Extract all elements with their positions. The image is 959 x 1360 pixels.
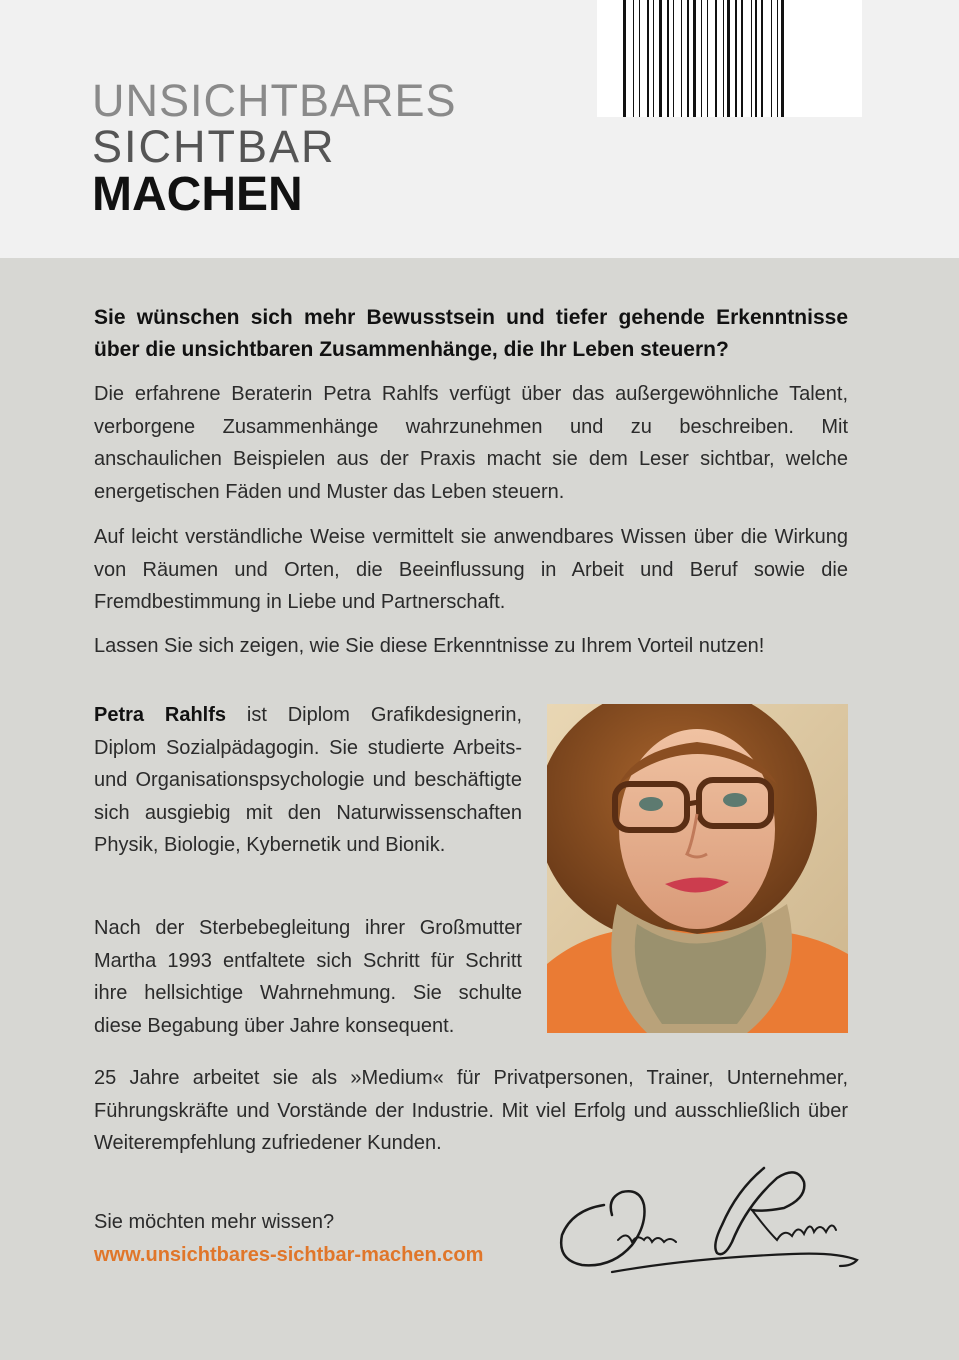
- author-portrait: [547, 704, 848, 1033]
- description-paragraph-1: Die erfahrene Beraterin Petra Rahlfs verfügt über das außergewöhnliche Talent, verborgene Zusammenhänge wahrzunehmen und zu beschreiben. Mit anschaulichen Beispielen aus der Praxis macht sie dem Leser sichtbar, welche energetischen Fäden und Muster das Leben steuern.: [94, 383, 848, 503]
- barcode: [597, 0, 862, 117]
- title-line-2: SICHTBAR: [92, 121, 336, 172]
- website-link[interactable]: www.unsichtbares-sichtbar-machen.com: [94, 1244, 484, 1266]
- author-bio-intro-text: ist Diplom Grafikdesignerin, Diplom Sozialpädagogin. Sie studierte Arbeits- und Organisationspsychologie und beschäftigte sich ausgiebig mit den Naturwissenschaften Physik, Biologie, Kybernetik und Bionik.: [94, 704, 522, 856]
- book-title: [92, 75, 457, 221]
- more-info-question: Sie möchten mehr wissen?: [94, 1211, 335, 1233]
- description-paragraph-3: Lassen Sie sich zeigen, wie Sie diese Erkenntnisse zu Ihrem Vorteil nutzen!: [94, 635, 765, 657]
- lead-question: Sie wünschen sich mehr Bewusstsein und tiefer gehende Erkenntnisse über die unsichtbaren Zusammenhänge, die Ihr Leben steuern?: [94, 306, 848, 361]
- author-signature: [552, 1150, 867, 1280]
- author-name: Petra Rahlfs: [94, 704, 227, 726]
- author-bio-history: Nach der Sterbebegleitung ihrer Großmutter Martha 1993 entfaltete sich Schritt für Schritt ihre hellsichtige Wahrnehmung. Sie schulte diese Begabung über Jahre konsequent.: [94, 917, 522, 1037]
- author-bio-career: 25 Jahre arbeitet sie als »Medium« für Privatpersonen, Trainer, Unternehmer, Führungskräfte und Vorstände der Industrie. Mit viel Erfolg und ausschließlich über Weiterempfehlung zufriedener Kunden.: [94, 1067, 848, 1154]
- title-line-1: UNSICHTBARES: [92, 75, 457, 126]
- description-paragraph-2: Auf leicht verständliche Weise vermittelt sie anwendbares Wissen über die Wirkung von Räumen und Orten, die Beeinflussung in Arbeit und Beruf sowie die Fremdbestimmung in Liebe und Partnerschaft.: [94, 526, 848, 613]
- title-line-3: MACHEN: [92, 168, 303, 221]
- author-bio-intro: [94, 699, 522, 862]
- barcode-bars: [623, 0, 843, 117]
